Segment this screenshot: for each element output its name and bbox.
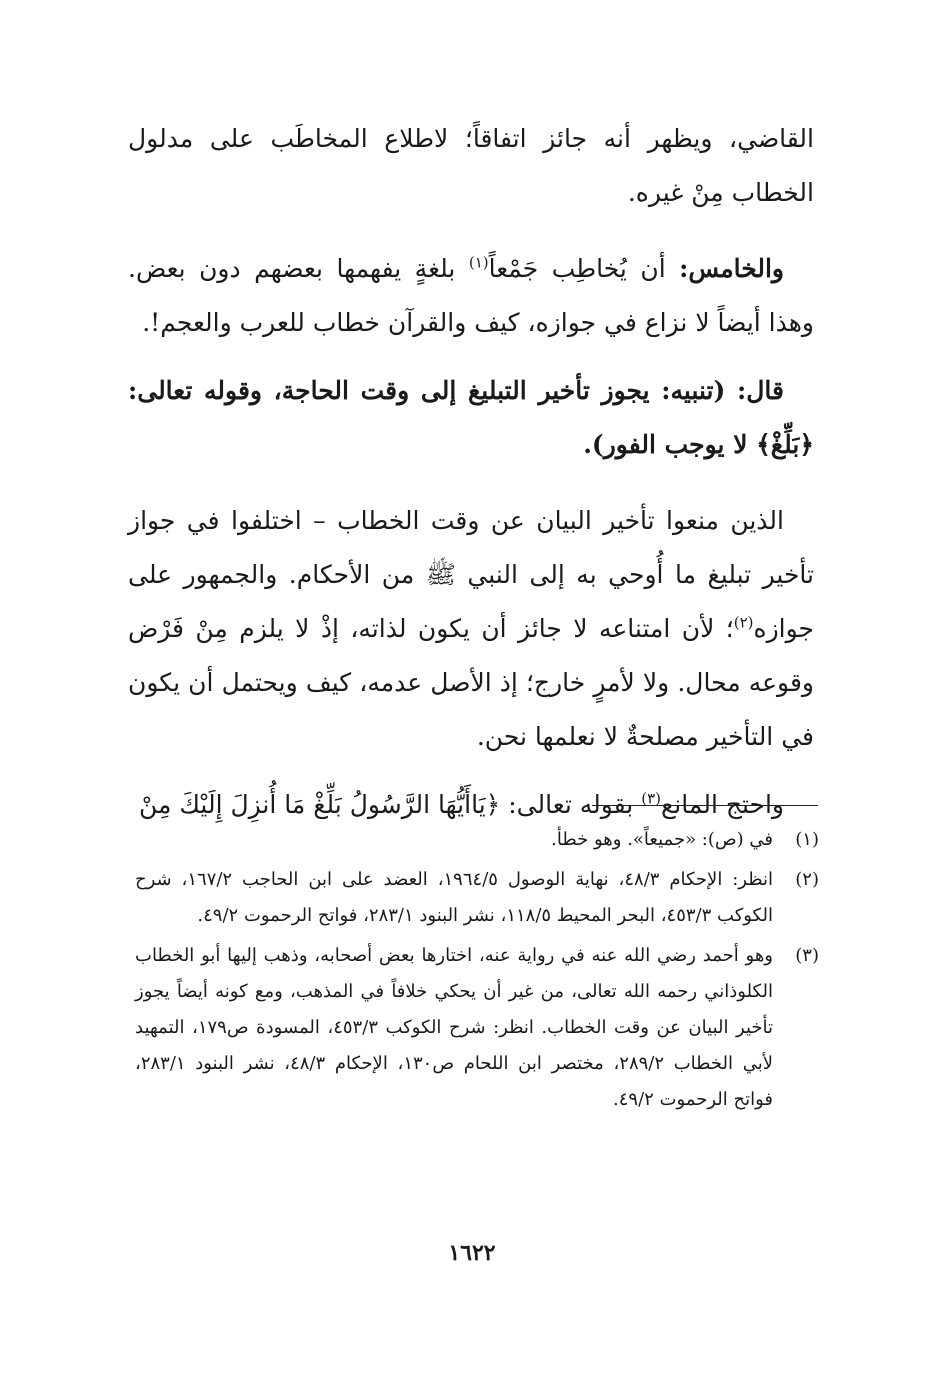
footnote-2-text: انظر: الإحكام ٤٨/٣، نهاية الوصول ١٩٦٤/٥، العضد على ابن الحاجب ١٦٧/٢، شرح الكوكب ٤٥٣/٣، البحر المحيط ١١٨/٥، نشر البنود ٢٨٣/١، فواتح الرحموت ٤٩/٢. <box>135 869 774 926</box>
paragraph-1 <box>128 112 814 220</box>
paragraph-1-text: القاضي، ويظهر أنه جائز اتفاقاً؛ لاطلاع المخاطَب على مدلول الخطاب مِنْ غيره. <box>128 124 814 207</box>
paragraph-4 <box>128 494 814 764</box>
page-number: ١٦٢٢ <box>448 1240 496 1266</box>
footnote-1-number: (١) <box>795 829 819 850</box>
paragraph-3-lead: قال: <box>737 376 784 405</box>
paragraph-2 <box>128 242 814 350</box>
footnote-ref-1: (١) <box>468 253 489 272</box>
footnote-3-text: وهو أحمد رضي الله عنه في رواية عنه، اختارها بعض أصحابه، وذهب إليها أبو الخطاب الكلوذاني رحمه الله تعالى، من غير أن يحكي خلافاً في المذهب، ومع كونه أيضاً يجوز تأخير البيان عن وقت الخطاب. انظر: شرح الكوكب ٤٥٣/٣، المسودة ص١٧٩، التمهيد لأبي الخطاب ٢٨٩/٢، مختصر ابن اللحام ص١٣٠، الإحكام ٤٨/٣، نشر البنود ٢٨٣/١، فواتح الرحموت ٤٩/٢. <box>135 945 773 1110</box>
footnote-ref-3: (٣) <box>641 789 661 808</box>
footnote-2-number: (٢) <box>795 869 819 890</box>
main-text <box>128 112 814 832</box>
paragraph-2-text-a: أن يُخاطِب جَمْعاً <box>488 254 680 283</box>
paragraph-5-text-a: واحتج المانع <box>661 790 784 819</box>
paragraph-2-text-b: بلغةٍ يفهمها بعضهم دون بعض. وهذا أيضاً لا نزاع في جوازه، كيف والقرآن خطاب للعرب والعجم!. <box>128 254 814 337</box>
footnote-2 <box>135 862 819 934</box>
paragraph-4-text-b: ؛ لأن امتناعه لا جائز أن يكون لذاته، إذْ لا يلزم مِنْ فَرْض وقوعه محال. ولا لأمرٍ خارج؛ إذ الأصل عدمه، كيف ويحتمل أن يكون في التأخير مصلحةٌ لا نعلمها نحن. <box>128 614 814 751</box>
footnote-ref-2: (٢) <box>733 613 754 632</box>
footnote-1 <box>135 822 819 858</box>
quran-verse: ﴿يَاأَيُّهَا الرَّسُولُ بَلِّغْ مَا أُنزِلَ إِلَيْكَ مِنْ <box>138 790 501 819</box>
paragraph-3-text: (تنبيه: يجوز تأخير التبليغ إلى وقت الحاجة، وقوله تعالى: ﴿بَلِّغْ﴾ لا يوجب الفور). <box>128 376 814 459</box>
paragraph-5-text-b: بقوله تعالى: <box>500 790 642 819</box>
paragraph-2-lead: والخامس: <box>679 254 785 283</box>
footnote-separator <box>592 805 818 806</box>
footnotes <box>135 822 819 1122</box>
footnote-3-number: (٣) <box>795 945 819 966</box>
paragraph-4-text-a: الذين منعوا تأخير البيان عن وقت الخطاب – اختلفوا في جواز تأخير تبليغ ما أُوحي به إلى النبي ﷺ من الأحكام. والجمهور على جوازه <box>128 506 815 643</box>
footnote-3 <box>135 938 819 1118</box>
paragraph-3 <box>128 364 814 472</box>
footnote-1-text: في (ص): «جميعاً». وهو خطأ. <box>551 829 773 850</box>
